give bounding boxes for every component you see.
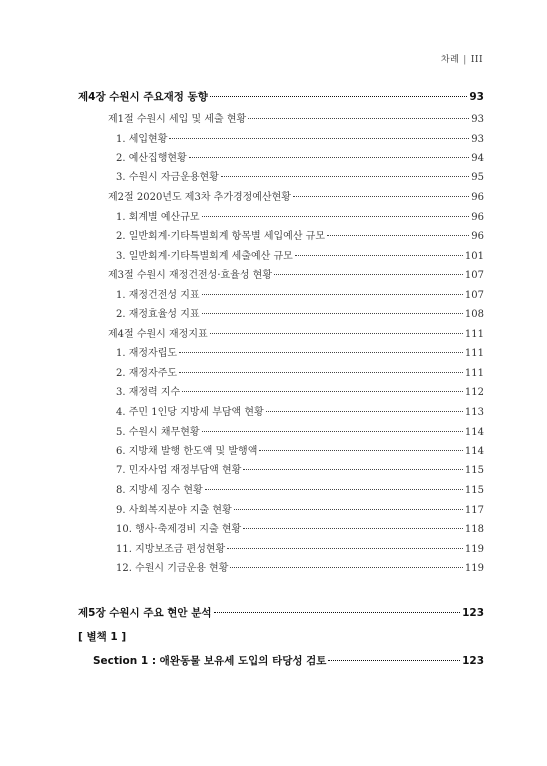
toc-entry-page: 93 (471, 114, 484, 125)
dot-leader (230, 557, 463, 568)
toc-entry-page: 94 (471, 153, 484, 164)
toc-item[interactable] (116, 461, 484, 479)
dot-leader (259, 440, 463, 451)
toc-entry-page: 111 (464, 348, 484, 359)
dot-leader (202, 421, 463, 432)
dot-leader (248, 108, 469, 119)
header-label: 차례 (440, 55, 460, 65)
toc-entry-page: 117 (464, 505, 484, 516)
toc-entry-title: 2. 예산집행현황 (116, 153, 187, 164)
toc-entry-title: 1. 재정건전성 지표 (116, 290, 200, 301)
toc-entry-title: 1. 재정자립도 (116, 348, 178, 359)
dot-leader (274, 264, 463, 275)
toc-item[interactable] (116, 501, 484, 519)
toc-entry-page: 118 (464, 524, 484, 535)
toc-item[interactable] (116, 344, 484, 362)
toc-item[interactable] (116, 481, 484, 499)
toc-section-4[interactable] (108, 325, 484, 343)
toc-entry-page: 114 (464, 427, 484, 438)
toc-entry-title: 2. 일반회계·기타특별회계 항목별 세입예산 규모 (116, 231, 325, 242)
toc-item[interactable] (116, 403, 484, 421)
toc-item[interactable] (116, 168, 484, 186)
toc-entry-page: 95 (471, 172, 484, 183)
toc-entry-title: 제5장 수원시 주요 현안 분석 (78, 607, 212, 619)
toc-entry-page: 114 (464, 446, 484, 457)
toc-entry-page: 107 (464, 270, 484, 281)
toc-entry-title: 제3절 수원시 재정건전성·효율성 현황 (108, 270, 272, 281)
toc-entry-page: 112 (464, 387, 484, 398)
toc-entry-title: 제1절 수원시 세입 및 세출 현황 (108, 114, 247, 125)
dot-leader (243, 518, 463, 529)
toc-chapter-4[interactable] (78, 89, 484, 107)
toc-entry-title: 제4절 수원시 재정지표 (108, 329, 208, 340)
toc-entry-title: 제2절 2020년도 제3차 추가경정예산현황 (108, 192, 291, 203)
toc-item[interactable] (116, 423, 484, 441)
toc-entry-title: 11. 지방보조금 편성현황 (116, 544, 226, 555)
dot-leader (327, 225, 469, 236)
toc-item[interactable] (116, 227, 484, 245)
toc-entry-page: 108 (464, 309, 484, 320)
dot-leader (221, 166, 469, 177)
toc-item[interactable] (116, 559, 484, 577)
dot-leader (202, 303, 463, 314)
toc-appendix-section-1[interactable] (93, 653, 484, 671)
toc-entry-title: 3. 재정력 지수 (116, 387, 181, 398)
toc-entry-page: 119 (464, 544, 484, 555)
toc-item[interactable] (116, 540, 484, 558)
toc-section-1[interactable] (108, 110, 484, 128)
dot-leader (205, 479, 463, 490)
toc-entry-page: 96 (471, 212, 484, 223)
header-separator: | (463, 55, 467, 65)
toc-entry-page: 96 (471, 231, 484, 242)
toc-entry-title: 3. 수원시 자금운용현황 (116, 172, 219, 183)
toc-entry-page: 113 (464, 407, 484, 418)
toc-item[interactable] (116, 364, 484, 382)
toc-item[interactable] (116, 520, 484, 538)
toc-entry-page: 101 (464, 251, 484, 262)
toc-item[interactable] (116, 149, 484, 167)
toc-entry-title: 1. 세입현황 (116, 134, 168, 145)
dot-leader (214, 602, 461, 613)
toc-item[interactable] (116, 247, 484, 265)
toc-entry-page: 123 (462, 655, 484, 667)
toc-entry-page: 111 (464, 368, 484, 379)
dot-leader (202, 206, 470, 217)
dot-leader (234, 499, 463, 510)
toc-item[interactable] (116, 442, 484, 460)
toc-entry-title: 12. 수원시 기금운용 현황 (116, 563, 229, 574)
toc-entry-title: Section 1 : 애완동물 보유세 도입의 타당성 검토 (93, 655, 327, 667)
toc-entry-title: 6. 지방채 발행 한도액 및 발행액 (116, 446, 258, 457)
toc-entry-page: 96 (471, 192, 484, 203)
toc-entry-title: 5. 수원시 채무현황 (116, 427, 200, 438)
toc-entry-page: 111 (464, 329, 484, 340)
toc-item[interactable] (116, 208, 484, 226)
dot-leader (179, 342, 463, 353)
dot-leader (210, 86, 468, 97)
dot-leader (328, 650, 460, 661)
toc-entry-title: 3. 일반회계·기타특별회계 세출예산 규모 (116, 251, 293, 262)
toc-entry-title: 10. 행사·축제경비 지출 현황 (116, 524, 242, 535)
toc-section-3[interactable] (108, 266, 484, 284)
dot-leader (243, 459, 463, 470)
toc-entry-title: 4. 주민 1인당 지방세 부담액 현황 (116, 407, 264, 418)
toc-entry-title: 1. 회계별 예산규모 (116, 212, 200, 223)
dot-leader (182, 381, 463, 392)
appendix-label: [ 별책 1 ] (78, 631, 127, 643)
dot-leader (293, 186, 469, 197)
toc-entry-page: 115 (464, 465, 484, 476)
dot-leader (189, 147, 470, 158)
dot-leader (227, 538, 463, 549)
dot-leader (169, 128, 469, 139)
running-header (441, 52, 483, 65)
dot-leader (179, 362, 463, 373)
toc-entry-page: 123 (462, 607, 484, 619)
toc-entry-page: 93 (469, 91, 484, 103)
toc-entry-page: 115 (464, 485, 484, 496)
toc-entry-title: 2. 재정효율성 지표 (116, 309, 200, 320)
dot-leader (266, 401, 463, 412)
toc-entry-title: 9. 사회복지분야 지출 현황 (116, 505, 232, 516)
toc-entry-title: 8. 지방세 징수 현황 (116, 485, 203, 496)
toc-entry-title: 제4장 수원시 주요재정 동향 (78, 91, 208, 103)
toc-entry-page: 119 (464, 563, 484, 574)
dot-leader (202, 284, 463, 295)
toc-entry-page: 93 (471, 134, 484, 145)
toc-entry-page: 107 (464, 290, 484, 301)
toc-chapter-5[interactable] (78, 605, 484, 623)
toc-entry-title: 2. 재정자주도 (116, 368, 178, 379)
toc-entry-title: 7. 민자사업 재정부담액 현황 (116, 465, 242, 476)
toc-section-2[interactable] (108, 188, 484, 206)
dot-leader (295, 245, 463, 256)
toc-item[interactable] (116, 305, 484, 323)
dot-leader (210, 323, 463, 334)
toc-item[interactable] (116, 286, 484, 304)
toc-item[interactable] (116, 383, 484, 401)
header-page-number: III (470, 55, 483, 65)
toc-item[interactable] (116, 130, 484, 148)
